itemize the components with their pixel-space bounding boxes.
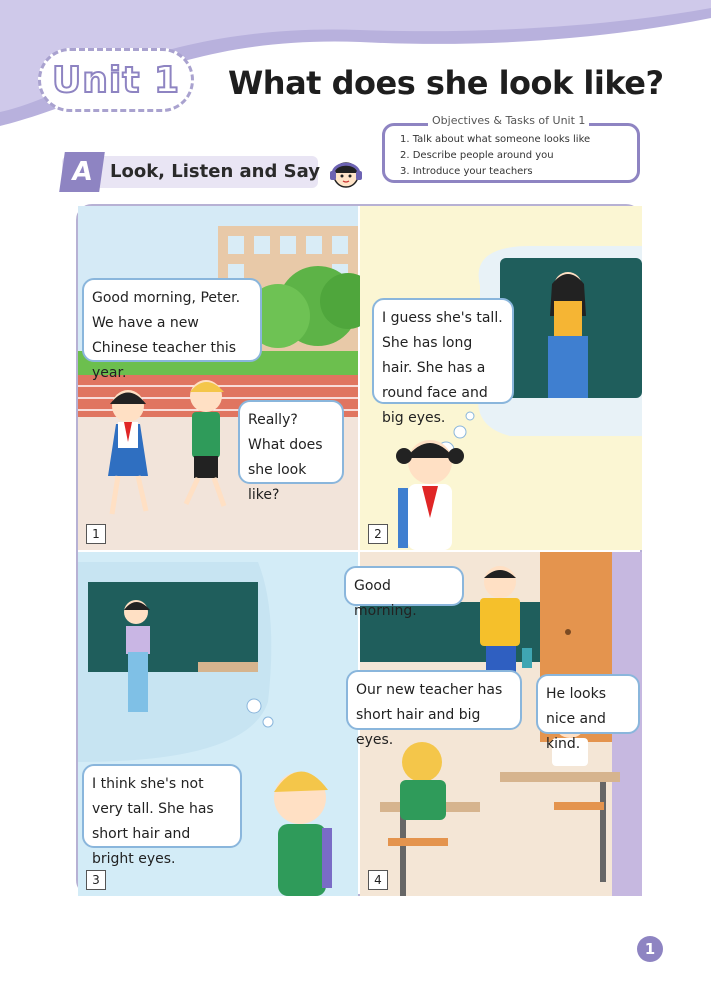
headphone-listen-icon[interactable] bbox=[328, 156, 364, 192]
page-number: 1 bbox=[637, 936, 663, 962]
comic-panel-2 bbox=[360, 206, 642, 550]
objective-item: 2. Describe people around you bbox=[400, 150, 554, 161]
speech-bubble: Our new teacher has short hair and big eyes. bbox=[346, 670, 522, 730]
comic-panel-3 bbox=[78, 552, 358, 896]
objective-item: 3. Introduce your teachers bbox=[400, 166, 533, 177]
section-label: Look, Listen and Say bbox=[110, 161, 320, 182]
speech-bubble: Really? What does she look like? bbox=[238, 400, 344, 484]
panel-number: 3 bbox=[86, 870, 106, 890]
section-letter: A bbox=[59, 152, 105, 192]
page-title: What does she look like? bbox=[228, 64, 664, 102]
objectives-title: Objectives & Tasks of Unit 1 bbox=[428, 114, 589, 127]
unit-badge bbox=[38, 48, 194, 112]
panel-number: 2 bbox=[368, 524, 388, 544]
unit-label: Unit 1 bbox=[52, 59, 180, 101]
comic-panel-1 bbox=[78, 206, 358, 550]
panel-number: 4 bbox=[368, 870, 388, 890]
objective-item: 1. Talk about what someone looks like bbox=[400, 134, 591, 145]
speech-bubble: He looks nice and kind. bbox=[536, 674, 640, 734]
speech-bubble: Good morning, Peter. We have a new Chinese teacher this year. bbox=[82, 278, 262, 362]
comic-strip bbox=[76, 204, 642, 896]
speech-bubble: I guess she's tall. She has long hair. She has a round face and big eyes. bbox=[372, 298, 514, 404]
speech-bubble: I think she's not very tall. She has short hair and bright eyes. bbox=[82, 764, 242, 848]
panel-number: 1 bbox=[86, 524, 106, 544]
comic-panel-4 bbox=[354, 552, 642, 896]
speech-bubble: Good morning. bbox=[344, 566, 464, 606]
